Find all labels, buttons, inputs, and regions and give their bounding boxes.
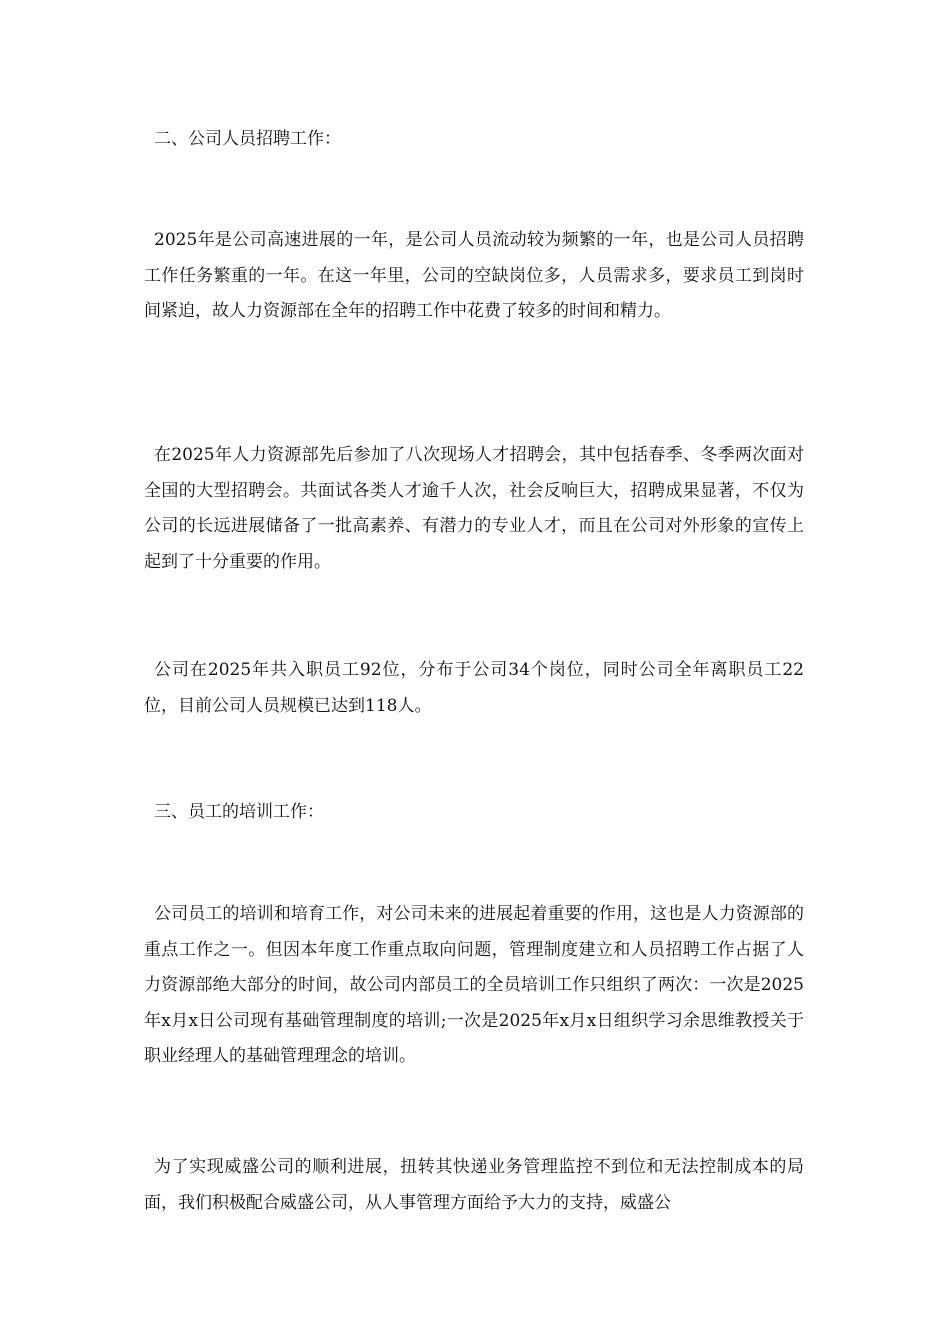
paragraph-job-fairs: 在2025年人力资源部先后参加了八次现场人才招聘会，其中包括春季、冬季两次面对全国的大型招聘会。共面试各类人才逾千人次，社会反响巨大，招聘成果显著，不仅为公司的长远进展储备了一批高素养、有潜力的专业人才，而且在公司对外形象的宣传上起到了十分重要的作用。 <box>144 445 804 572</box>
paragraph-training: 公司员工的培训和培育工作，对公司未来的进展起着重要的作用，这也是人力资源部的重点工作之一。但因本年度工作重点取向问题，管理制度建立和人员招聘工作占据了人力资源部绝大部分的时间，故公司内部员工的全员培训工作只组织了两次：一次是2025年x月x日公司现有基础管理制度的培训;一次是2025年x月x日组织学习余思维教授关于职业经理人的基础管理理念的培训。 <box>144 904 804 1066</box>
paragraph-recruitment-overview: 2025年是公司高速进展的一年，是公司人员流动较为频繁的一年，也是公司人员招聘工作任务繁重的一年。在这一年里，公司的空缺岗位多，人员需求多，要求员工到岗时间紧迫，故人力资源部在全年的招聘工作中花费了较多的时间和精力。 <box>144 230 804 321</box>
paragraph-headcount: 公司在2025年共入职员工92位，分布于公司34个岗位，同时公司全年离职员工22位，目前公司人员规模已达到118人。 <box>144 660 804 716</box>
paragraph-weisheng-support: 为了实现威盛公司的顺利进展，扭转其快递业务管理监控不到位和无法控制成本的局面，我们积极配合威盛公司，从人事管理方面给予大力的支持，威盛公 <box>144 1157 804 1213</box>
section-heading-training: 三、员工的培训工作： <box>154 802 324 822</box>
section-heading-recruitment: 二、公司人员招聘工作： <box>154 129 341 149</box>
